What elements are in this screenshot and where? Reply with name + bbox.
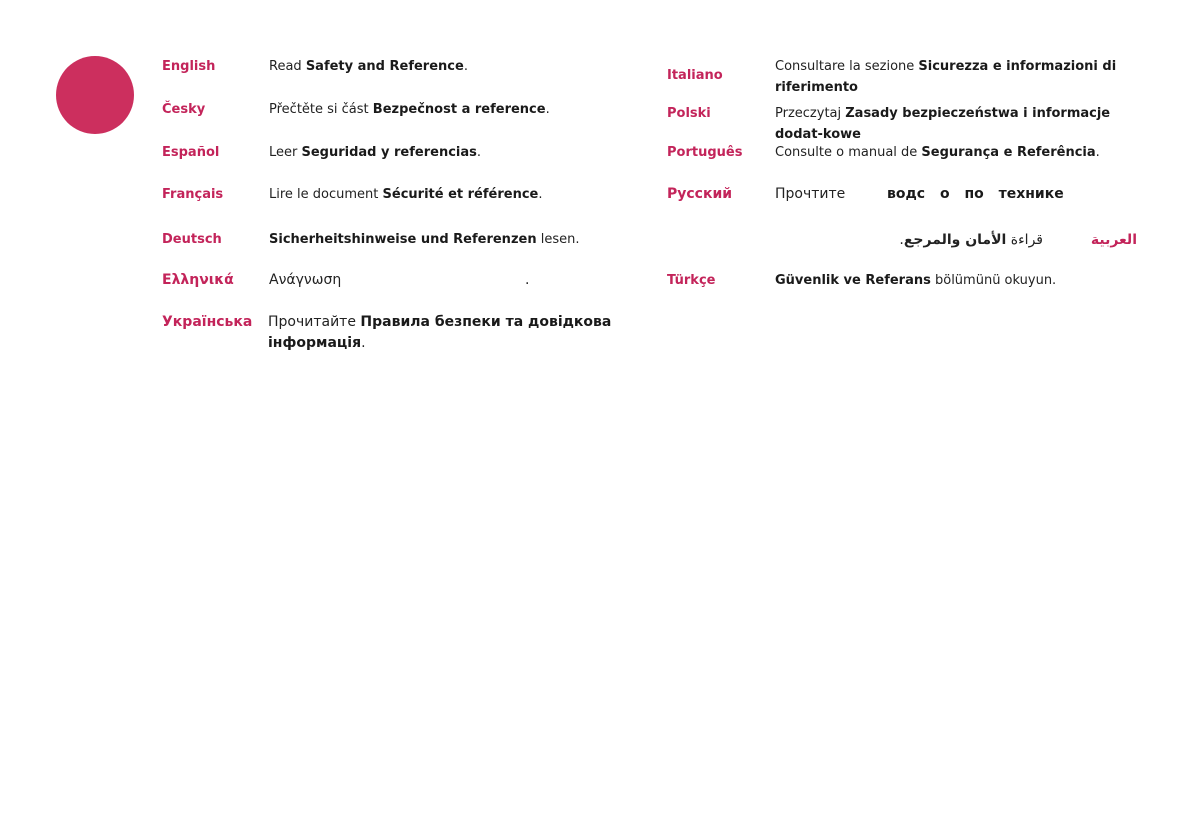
instruction-text: Прочитайте Правила безпеки та довідкова інформація.	[268, 314, 612, 351]
lang-label: Italiano	[667, 68, 723, 83]
instruction-text: قراءة الأمان والمرجع.	[899, 232, 1043, 248]
instruction-text: Consultare la sezione Sicurezza e informazioni di riferimento	[775, 59, 1117, 95]
lang-label: Česky	[162, 102, 206, 117]
lang-label: Русский	[667, 186, 733, 202]
section-badge	[56, 56, 134, 134]
lang-label: Polski	[667, 106, 711, 121]
lang-label: Українська	[162, 314, 253, 330]
lang-label: English	[162, 59, 216, 74]
instruction-text: Sicherheitshinweise und Referenzen lesen.	[269, 232, 580, 247]
instruction-text: Прочтите водс о по технике	[775, 186, 1064, 202]
instruction-text: Przeczytaj Zasady bezpieczeństwa i informacje dodat-kowe	[775, 106, 1111, 142]
instruction-text: Leer Seguridad y referencias.	[269, 145, 482, 160]
instruction-text: Read Safety and Reference.	[269, 59, 468, 74]
instruction-text: Přečtěte si část Bezpečnost a reference.	[269, 102, 550, 117]
instruction-text: Güvenlik ve Referans bölümünü okuyun.	[775, 273, 1057, 288]
lang-label: Español	[162, 145, 220, 160]
instruction-text: Lire le document Sécurité et référence.	[269, 187, 543, 202]
lang-label: Türkçe	[667, 273, 716, 288]
instruction-text: Ανάγνωση .	[269, 272, 530, 288]
lang-label: Français	[162, 187, 224, 202]
lang-label: العربية	[1090, 232, 1137, 248]
lang-label: Deutsch	[162, 232, 222, 247]
lang-label: Português	[667, 145, 743, 160]
lang-label: Ελληνικά	[162, 272, 234, 288]
instruction-text: Consulte o manual de Segurança e Referência.	[775, 145, 1100, 160]
